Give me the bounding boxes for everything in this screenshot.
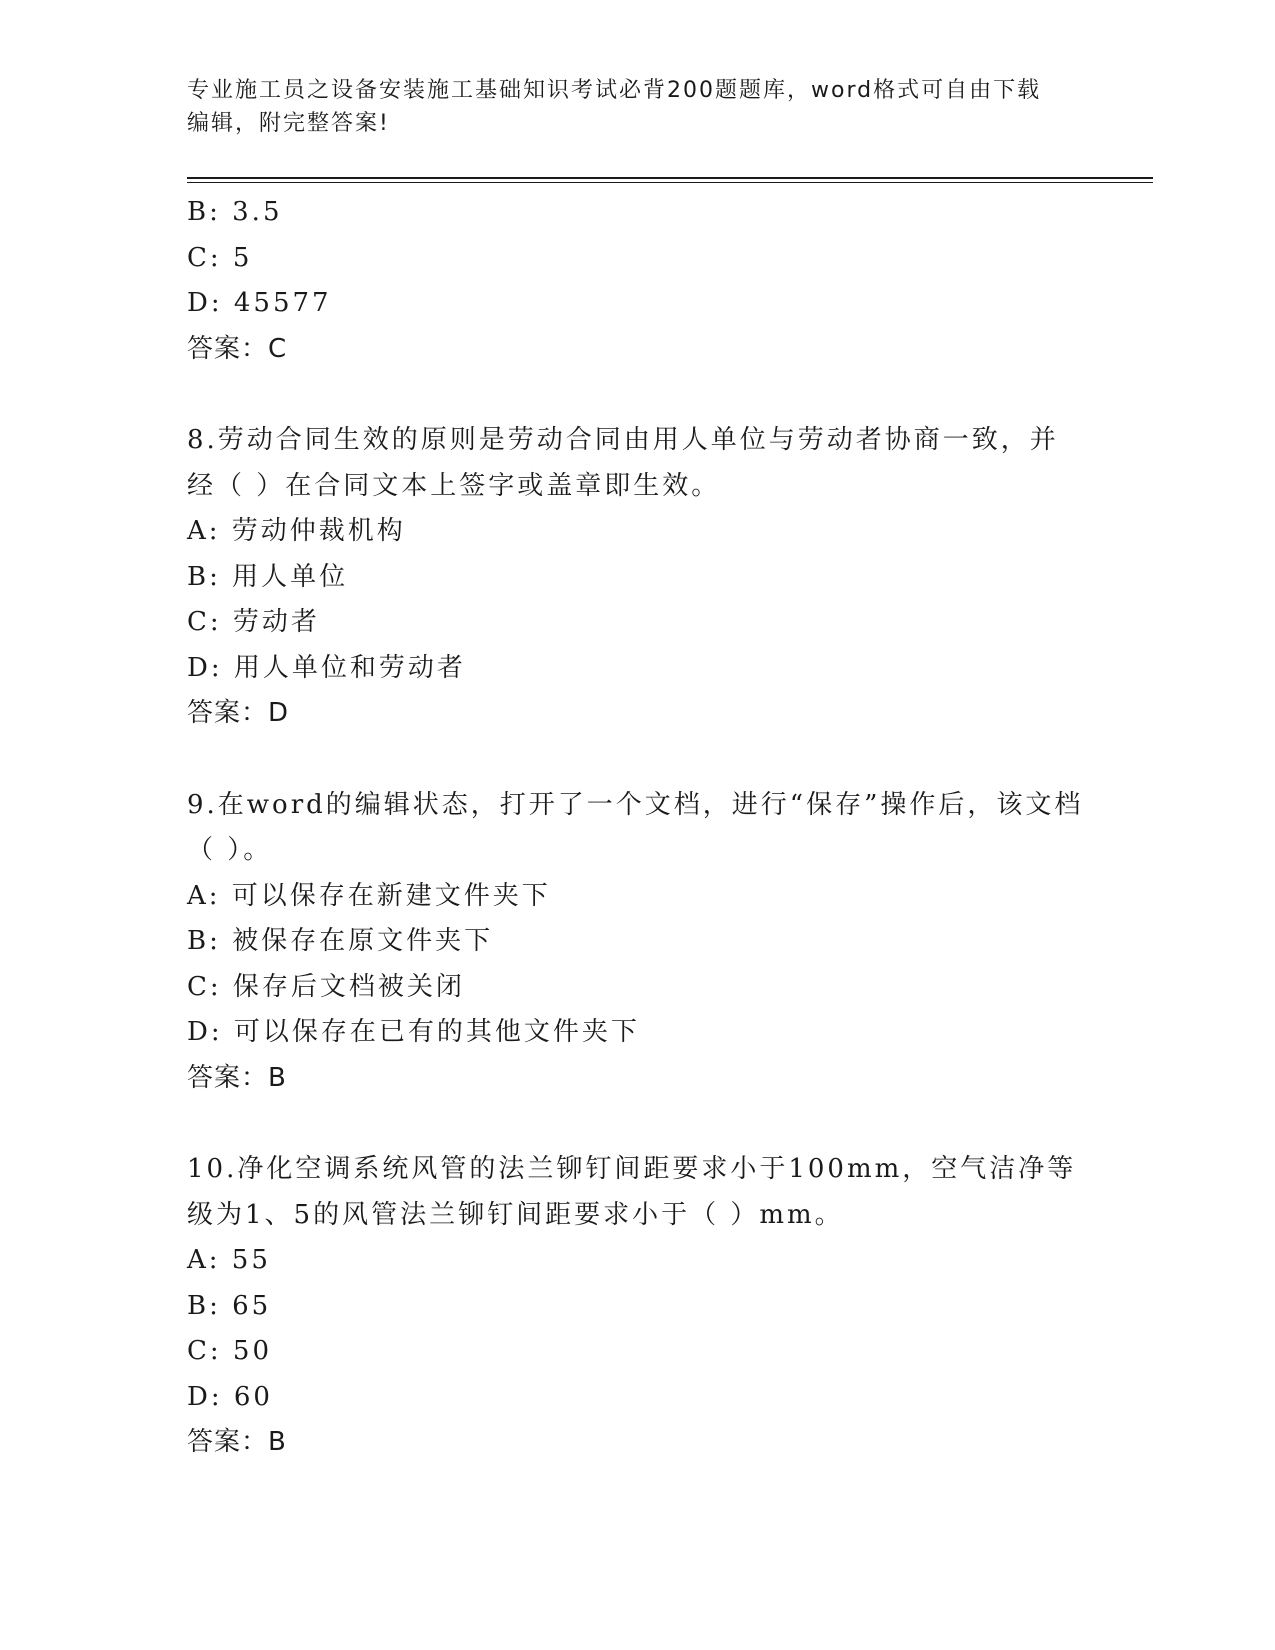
option-d: D: 60 [187,1381,273,1412]
document-body [187,190,1087,1466]
option-b: B: 3.5 [187,197,283,227]
question-text: 10.净化空调系统风管的法兰铆钉间距要求小于100mm，空气洁净等级为1、5的风管法兰铆钉间距要求小于（ ）mm。 [187,1154,1077,1230]
option-d: D: 用人单位和劳动者 [187,652,466,683]
option-c: C: 50 [187,1336,273,1366]
option-b: B: 被保存在原文件夹下 [187,926,494,956]
document-header [187,74,1077,140]
question-10-block [187,1147,1087,1466]
answer-line: 答案：B [187,1427,287,1457]
option-c: C: 5 [187,242,253,273]
answer-line: 答案：D [187,698,290,728]
option-d: D: 可以保存在已有的其他文件夹下 [187,1017,640,1047]
answer-line: 答案：C [187,333,288,364]
spacer [187,1101,1087,1147]
header-divider-thin [187,182,1153,183]
option-c: C: 劳动者 [187,607,320,637]
option-b: B: 用人单位 [187,561,349,592]
option-a: A: 可以保存在新建文件夹下 [187,880,551,911]
answer-line: 答案：B [187,1062,287,1093]
question-9-block [187,783,1087,1102]
prev-question-block [187,190,1087,372]
option-a: A: 55 [187,1245,271,1275]
header-divider-thick [187,177,1153,179]
option-b: B: 65 [187,1290,272,1321]
option-c: C: 保存后文档被关闭 [187,971,465,1002]
header-title-line1: 专业施工员之设备安装施工基础知识考试必背200题题库，word格式可自由下载 [187,78,1042,103]
header-title-line2: 编辑，附完整答案! [187,111,390,136]
option-a: A: 劳动仲裁机构 [187,516,406,546]
question-text: 9.在word的编辑状态，打开了一个文档，进行“保存”操作后，该文档（ ）。 [187,789,1084,865]
question-8-block [187,418,1087,737]
question-text: 8.劳动合同生效的原则是劳动合同由用人单位与劳动者协商一致，并经（ ）在合同文本上签字或盖章即生效。 [187,425,1059,501]
spacer [187,737,1087,783]
spacer [187,372,1087,418]
option-d: D: 45577 [187,288,332,318]
